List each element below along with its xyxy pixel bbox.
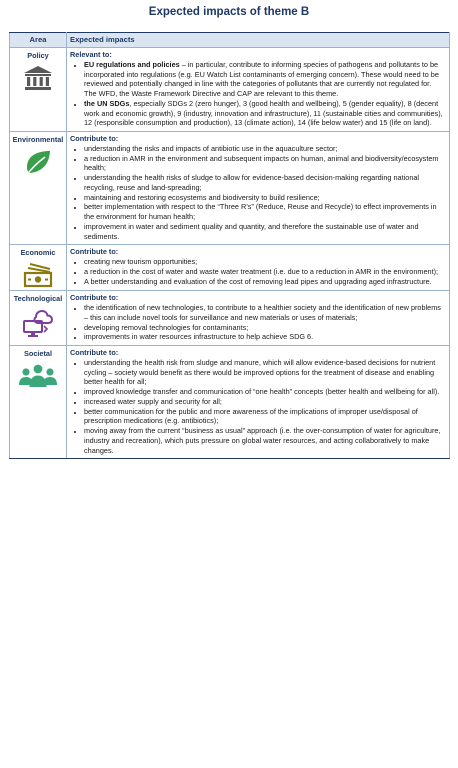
list-item — [84, 277, 445, 287]
list-item — [84, 387, 445, 397]
area-column-header: Area — [10, 33, 67, 48]
item-text: the identification of new technologies, to contribute to a healthier society and the identification of new problems – this can include novel tools for surveillance and new materials or uses of materials; — [84, 303, 441, 322]
area-label: Environmental — [12, 135, 64, 144]
area-label: Technological — [13, 294, 63, 304]
list-item — [84, 60, 445, 99]
impacts-lead: Contribute to: — [70, 348, 119, 357]
area-cell — [10, 291, 67, 346]
item-strong-text: the UN SDGs — [84, 98, 130, 108]
impacts-cell — [67, 132, 450, 245]
item-text: improvements in water resources infrastructure to help achieve SDG 6. — [84, 332, 314, 342]
list-item — [84, 426, 445, 455]
impacts-lead: Contribute to: — [70, 134, 119, 143]
item-text: a reduction in AMR in the environment and subsequent impacts on human, animal and biodiversity/ecosystem health; — [84, 153, 439, 173]
impacts-list — [70, 257, 445, 286]
impacts-cell — [67, 346, 450, 459]
item-text: A better understanding and evaluation of the cost of removing lead pipes and upgrading aged infrastructure. — [84, 276, 432, 286]
item-text: understanding the health risk from sludge and manure, which will allow evidence-based decisions for nutrient cycling – society would benefit as there would be improved options for the treatment of disease and enabling better health for all; — [84, 357, 436, 387]
area-label: Policy — [27, 51, 49, 60]
impacts-list — [70, 358, 445, 456]
list-item — [84, 407, 445, 427]
list-item — [84, 323, 445, 333]
table-row-environmental — [10, 132, 450, 245]
impacts-lead: Contribute to: — [70, 293, 119, 303]
leaf-icon — [11, 149, 65, 179]
area-cell — [10, 346, 67, 459]
list-item — [84, 144, 445, 154]
people-group-icon — [11, 363, 65, 391]
list-item — [84, 173, 445, 193]
list-item — [84, 267, 445, 277]
impacts-lead: Contribute to: — [70, 247, 119, 257]
item-text: , especially SDGs 2 (zero hunger), 3 (good health and wellbeing), 5 (gender equality), 8 (decent work and economic growth), 9 (industry, innovation and infrastructure), 11 (sustainable cities and communities), 12 (responsible consumption and production), 13 (climate action), 14 (life below water) and 15 (life on land). — [84, 98, 443, 128]
list-item — [84, 222, 445, 242]
impacts-table — [9, 32, 450, 459]
list-item — [84, 332, 445, 342]
table-row-policy — [10, 48, 450, 132]
list-item — [84, 257, 445, 267]
item-text: maintaining and restoring ecosystems and biodiversity to build resilience; — [84, 192, 320, 202]
impacts-lead: Relevant to: — [70, 50, 112, 59]
impacts-cell — [67, 291, 450, 346]
table-row-technological — [10, 291, 450, 346]
item-text: creating new tourism opportunities; — [84, 257, 198, 266]
bank-building-icon — [11, 65, 65, 93]
item-text: improved knowledge transfer and communication of “one health” concepts (better health and wellbeing for all). — [84, 387, 440, 396]
area-label: Economic — [20, 248, 56, 258]
item-strong-text: EU regulations and policies — [84, 59, 180, 69]
banknote-icon — [11, 262, 65, 290]
cloud-computer-icon — [11, 308, 65, 340]
item-text: understanding the risks and impacts of antibiotic use in the aquaculture sector; — [84, 143, 338, 153]
list-item — [84, 99, 445, 128]
area-label: Societal — [24, 349, 52, 358]
item-text: better communication for the public and more awareness of the implications of improper use/disposal of prescription medications (e.g. antibiotics); — [84, 406, 418, 426]
impacts-list — [70, 303, 445, 342]
impacts-cell — [67, 245, 450, 291]
page-title: Expected impacts of theme B — [148, 6, 310, 18]
item-text: – in particular, contribute to informing species of pathogens and pollutants to be incorporated into regulations (e.g. EU Watch List contaminants of emerging concern). These would need to be reviewed and potentially changed in line with the categories of pollutants that are currently not regulated for. The WFD, the Waste Framework Directive and CAP are relevant to this theme. — [84, 59, 439, 98]
list-item — [84, 358, 445, 387]
list-item — [84, 154, 445, 174]
list-item — [84, 202, 445, 222]
impacts-list — [70, 144, 445, 242]
area-cell — [10, 48, 67, 132]
list-item — [84, 193, 445, 203]
list-item — [84, 397, 445, 407]
impacts-column-header: Expected impacts — [67, 33, 450, 48]
item-text: developing removal technologies for contaminants; — [84, 322, 249, 332]
item-text: better implementation with respect to the “Three R’s” (Reduce, Reuse and Recycle) to effect improvements in the environment for human health; — [84, 202, 437, 221]
item-text: moving away from the current “business as usual” approach (i.e. the over-consumption of water for agriculture, industry and recreation), which puts pressure on global water resources, and acting collaboratively to make changes. — [84, 426, 441, 455]
impacts-list — [70, 60, 445, 128]
item-text: a reduction in the cost of water and waste water treatment (i.e. due to a reduction in AMR in the environment); — [84, 266, 439, 276]
table-row-economic — [10, 245, 450, 291]
item-text: increased water supply and security for all; — [84, 396, 222, 406]
item-text: improvement in water and sediment quality and quantity, and therefore the sustainable use of water and sediments. — [84, 221, 419, 241]
area-cell — [10, 132, 67, 245]
item-text: understanding the health risks of sludge to allow for evidence-based decision-making regarding national recycling, reuse and land-spreading; — [84, 173, 420, 192]
impacts-cell — [67, 48, 450, 132]
area-cell — [10, 245, 67, 291]
table-header-row — [10, 33, 450, 48]
list-item — [84, 303, 445, 323]
table-row-societal — [10, 346, 450, 459]
